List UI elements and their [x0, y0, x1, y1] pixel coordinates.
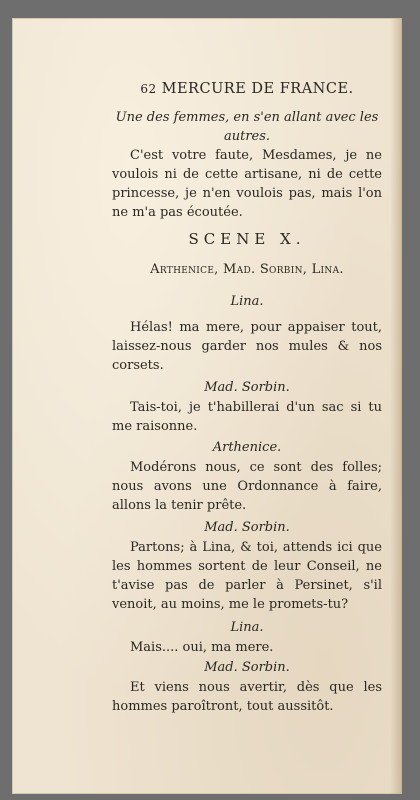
speech-paragraph: Partons; à Lina, & toi, attends ici que les hommes sortent de leur Conseil, ne t'avise pas de parler à Persinet, s'il venoit, au moins, me le promets-tu?	[112, 540, 382, 612]
speaker-name: Mad. Sorbin.	[204, 380, 290, 395]
speaker-name: Lina.	[230, 294, 264, 309]
book-page	[12, 18, 402, 794]
running-head	[112, 80, 382, 99]
speech-paragraph: Et viens nous avertir, dès que les hommes paroîtront, tout aussitôt.	[112, 680, 382, 714]
speech-paragraph: Mais.... oui, ma mere.	[130, 640, 274, 655]
cast-list: Arthenice, Mad. Sorbin, Lina.	[150, 262, 344, 277]
stage-direction: Une des femmes, en s'en allant avec les autres.	[115, 110, 379, 144]
speech-paragraph: Modérons nous, ce sont des folles; nous avons une Ordonnance à faire, allons la tenir prête.	[112, 460, 382, 513]
speech-paragraph: C'est votre faute, Mesdames, je ne voulois ni de cette artisane, ni de cette princesse, je n'en voulois pas, mais l'on ne m'a pas écoutée.	[112, 148, 382, 220]
speaker-name: Lina.	[230, 620, 264, 635]
page-number: 62	[140, 82, 157, 96]
running-title: MERCURE DE FRANCE.	[161, 81, 354, 97]
speech-paragraph: Tais-toi, je t'habillerai d'un sac si tu me raisonne.	[112, 400, 382, 434]
speech-paragraph: Hélas! ma mere, pour appaiser tout, laissez-nous garder nos mules & nos corsets.	[112, 320, 382, 373]
speaker-name: Arthenice.	[212, 440, 282, 455]
scene-heading: SCENE X.	[188, 230, 306, 248]
page-gutter-shadow	[390, 18, 402, 794]
speaker-name: Mad. Sorbin.	[204, 520, 290, 535]
speaker-name: Mad. Sorbin.	[204, 660, 290, 675]
